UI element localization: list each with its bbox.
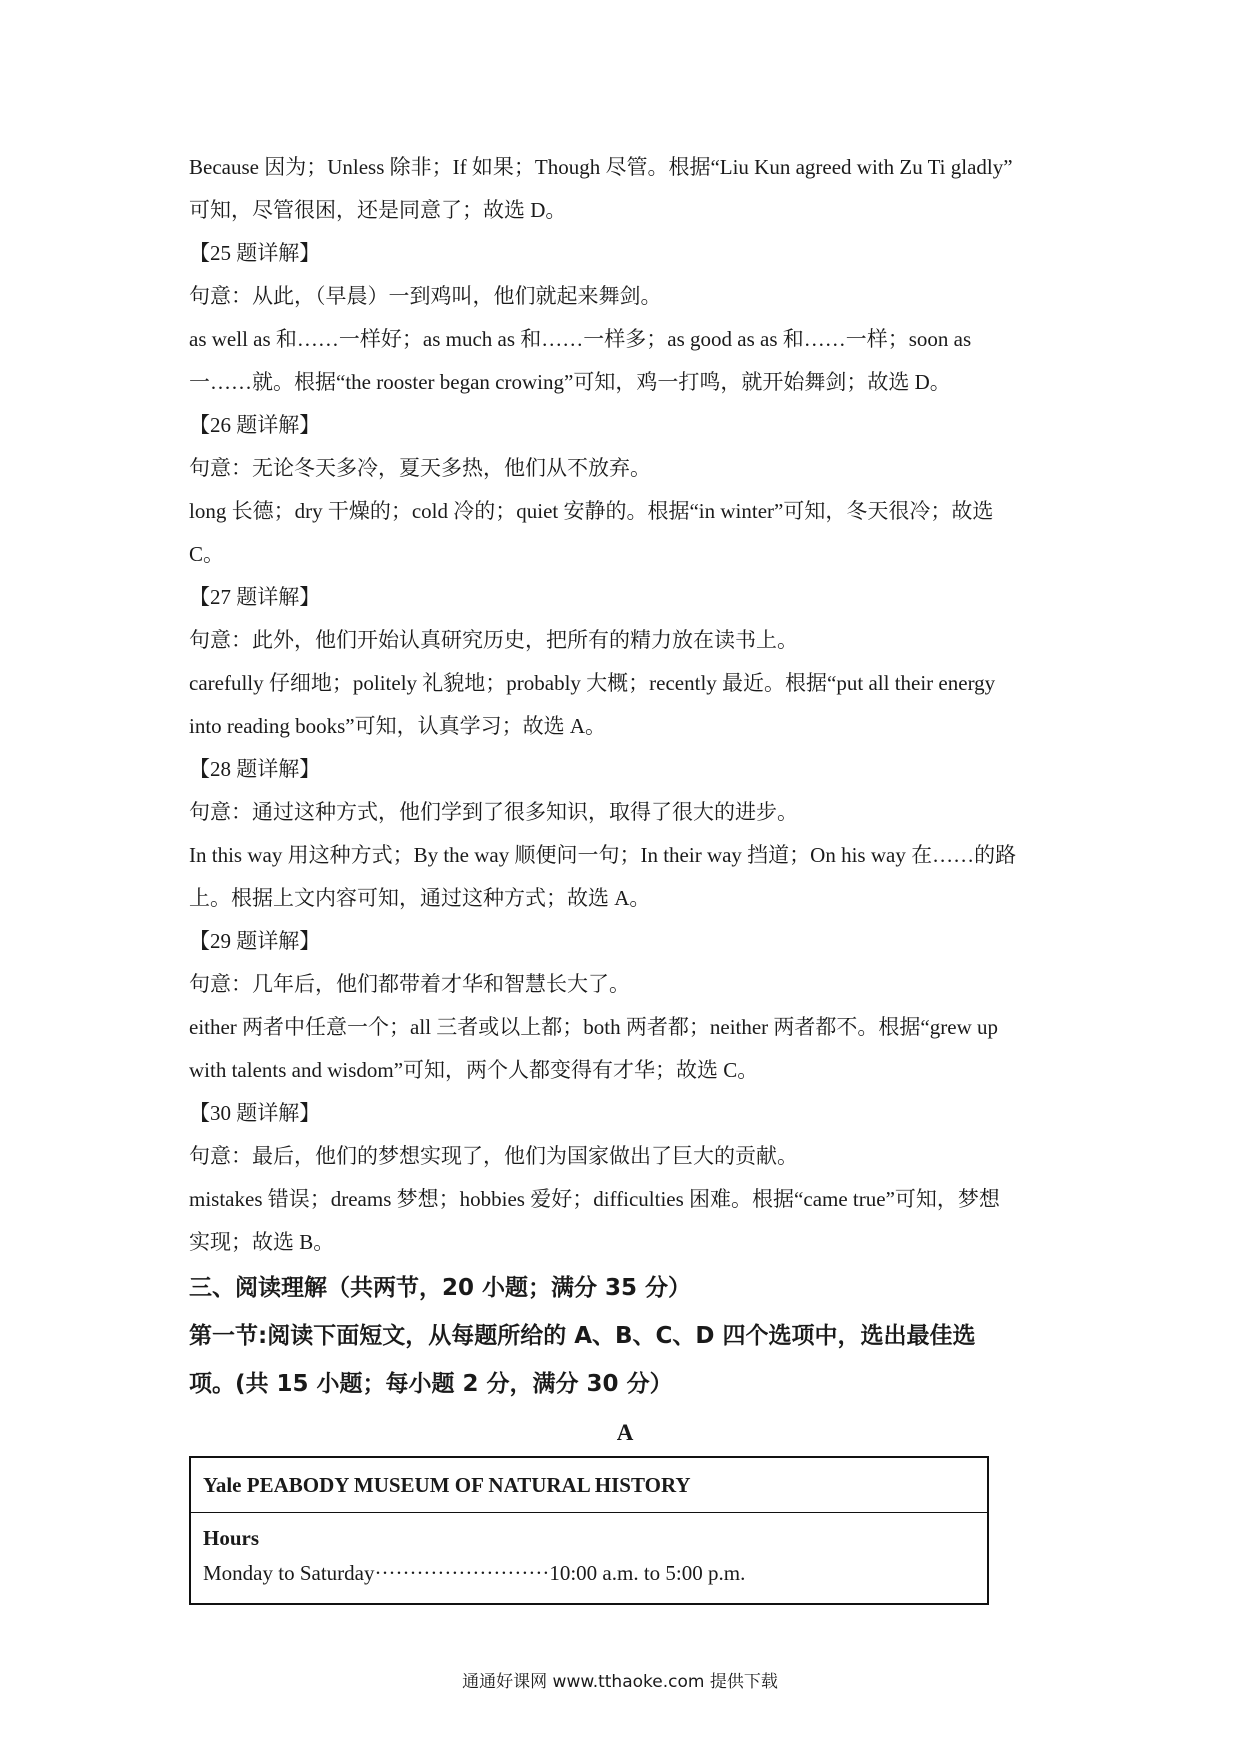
text-line: mistakes 错误；dreams 梦想；hobbies 爱好；difficulties 困难。根据“came true”可知，梦想 [189, 1187, 1000, 1211]
museum-info-table [189, 1456, 989, 1605]
question-heading: 【30 题详解】 [189, 1101, 321, 1125]
text-line: either 两者中任意一个；all 三者或以上都；both 两者都；neither 两者都不。根据“grew up [189, 1015, 998, 1039]
text-line: 一……就。根据“the rooster began crowing”可知，鸡一打鸣，就开始舞剑；故选 D。 [189, 370, 951, 394]
hours-label: Hours [203, 1526, 260, 1550]
text-line: 句意：几年后，他们都带着才华和智慧长大了。 [189, 972, 630, 996]
hours-row [203, 1555, 975, 1591]
text-line: 句意：无论冬天多冷，夏天多热，他们从不放弃。 [189, 456, 651, 480]
text-line: In this way 用这种方式；By the way 顺便问一句；In their way 挡道；On his way 在……的路 [189, 843, 1017, 867]
question-heading: 【25 题详解】 [189, 241, 321, 265]
text-line: as well as 和……一样好；as much as 和……一样多；as good as as 和……一样；soon as [189, 327, 972, 351]
text-line: Because 因为；Unless 除非；If 如果；Though 尽管。根据“Liu Kun agreed with Zu Ti gladly” [189, 155, 1013, 179]
part-one-instructions-line1: 第一节:阅读下面短文，从每题所给的 A、B、C、D 四个选项中，选出最佳选 [189, 1323, 976, 1349]
part-one-instructions-line2: 项。(共 15 小题；每小题 2 分，满分 30 分） [189, 1371, 673, 1397]
question-heading: 【29 题详解】 [189, 929, 321, 953]
question-heading: 【27 题详解】 [189, 585, 321, 609]
page-footer: 通通好课网 www.tthaoke.com 提供下载 [462, 1672, 778, 1692]
text-line: 句意：通过这种方式，他们学到了很多知识，取得了很大的进步。 [189, 800, 798, 824]
question-heading: 【26 题详解】 [189, 413, 321, 437]
text-line: C。 [189, 542, 225, 566]
museum-name: Yale PEABODY MUSEUM OF NATURAL HISTORY [191, 1458, 987, 1513]
text-line: into reading books”可知，认真学习；故选 A。 [189, 714, 607, 738]
text-line: long 长德；dry 干燥的；cold 冷的；quiet 安静的。根据“in winter”可知，冬天很冷；故选 [189, 499, 994, 523]
text-line: with talents and wisdom”可知，两个人都变得有才华；故选 C。 [189, 1058, 759, 1082]
hours-leader-dots: ························· [374, 1561, 550, 1585]
hours-cell [191, 1513, 987, 1603]
text-line: 句意：最后，他们的梦想实现了，他们为国家做出了巨大的贡献。 [189, 1144, 798, 1168]
passage-label: A [616, 1420, 634, 1445]
text-line: 实现；故选 B。 [189, 1230, 335, 1254]
hours-days: Monday to Saturday [203, 1561, 375, 1585]
text-line: 句意：此外，他们开始认真研究历史，把所有的精力放在读书上。 [189, 628, 798, 652]
hours-time: 10:00 a.m. to 5:00 p.m. [549, 1561, 746, 1585]
question-heading: 【28 题详解】 [189, 757, 321, 781]
explanation-block [189, 146, 1061, 1454]
text-line: 可知，尽管很困，还是同意了；故选 D。 [189, 198, 567, 222]
text-line: 上。根据上文内容可知，通过这种方式；故选 A。 [189, 886, 651, 910]
text-line: carefully 仔细地；politely 礼貌地；probably 大概；recently 最近。根据“put all their energy [189, 671, 996, 695]
text-line: 句意：从此，（早晨）一到鸡叫，他们就起来舞剑。 [189, 284, 662, 308]
reading-section-title: 三、阅读理解（共两节，20 小题；满分 35 分） [189, 1275, 692, 1301]
